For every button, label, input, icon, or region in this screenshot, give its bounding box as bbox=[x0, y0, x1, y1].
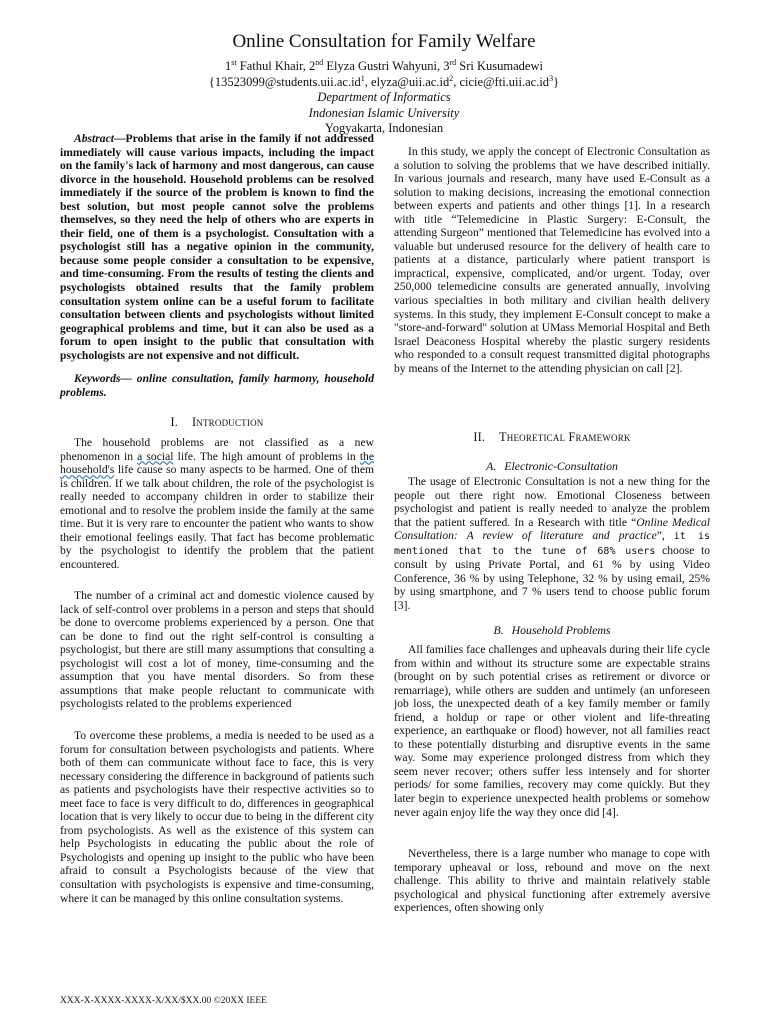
household-problems-paragraph-1: All families face challenges and upheavals during their life cycle from within and without its structure some are expectable strains (brought on by such potential crises as retirement or divorce or remarriage), while others are sudden and untimely (an unforeseen job loss, the unexpected death of a key family member or family friend, a holdup or rape or other violent and life-threating experience, an earthquake or flood) however, not all families react to these potentially disturbing and disruptive events in the same way. Some may experience prolonged distress from which they seem never recover; others suffer less intensely and for shorter periods/ for some families, recovery may come quickly. But they later begin to experience unexpected health problems or somehow never again enjoy life the way they once did [4]. bbox=[394, 643, 710, 819]
subsection-heading-household-problems: B. Household Problems bbox=[493, 623, 611, 637]
copyright-footer: XXX-X-XXXX-XXXX-X/XX/$XX.00 ©20XX IEEE bbox=[60, 996, 267, 1006]
section-heading-theoretical-framework: II. Theoretical Framework bbox=[473, 430, 631, 444]
author-emails: {$13523099@students.uii.ac.id^1$, $elyza@uii.ac.id^2$, $cicie@fti.uii.ac.id^3$} bbox=[208, 73, 560, 89]
author-department: Department of Informatics bbox=[317, 90, 451, 105]
intro-paragraph-2: The number of a criminal act and domestic violence caused by lack of self-control over problems in a person and steps that should be done to overcome problems experienced by a person. One that can be done to find out the right self-control is consulting a psychologist, but there are still many assumptions that consulting a psychologist will cost a lot of money, time-consuming and the assumption that you have mental disorders. So from these assumptions that make people reluctant to communicate with psychologists related to the problems experienced bbox=[60, 589, 374, 711]
electronic-consultation-paragraph: The usage of Electronic Consultation is not a new thing for the people out there right now. Emotional Closeness between psychologist and patient is really needed to analyze the problem that the patient suffered. In a Research with title “Online Medical Consultation: A review of literature and practice”, it is mentioned that to the tune of 68% users choose to consult by using Private Portal, and 61 % by using Video Conference, 36 % by using Telephone, 32 % by using email, 25% by using smartphone, and 7 % users tend to choose public forum [3]. bbox=[394, 475, 710, 612]
intro-paragraph-3: To overcome these problems, a media is needed to be used as a forum for consultation between psychologists and patients. Where both of them can communicate without face to face, this is very necessary considering the difference in background of patients such as patients and psychologists have their respective activities so to meet face to face is very difficult to do, differences in geographical location that is very likely to occur due to being in the different city from psychologists. As well as the existence of this system can help Psychologists in educating the public about the role of Psychologists and opening up insight to the public who have been afraid to consult a Psychologists because of the view that consultation with psychologists is expensive and time-consuming, where it can be managed by this online consultation systems. bbox=[60, 729, 374, 905]
electronic-consultation-intro: In this study, we apply the concept of Electronic Consultation as a solution to solving the problems that we have described initially. In various journals and research, many have used E-Consult as a solution to making decisions, increasing the emotional connection between experts and patients and other things [1]. In a research with title “Telemedicine in Plastic Surgery: E-Consult, the attending Surgeon” mentioned that Telemedicine has evolved into a valuable but underused resource for the delivery of health care to patients at a distance, particularly where patient transport is impractical, expensive, complicated, and/or urgent. Today, over 250,000 telemedicine consults are generated annually, involving various specialties in both military and civilian health delivery systems. In this study, they implement E-Consult concept to make a "store-and-forward" solution at UMass Memorial Hospital and Beth Israel Deaconess Hospital whereby the plastic surgery residents who responded to a consult request transmitted digital photographs by means of the Internet to the attending physician on call [2]. bbox=[394, 145, 710, 375]
section-heading-introduction: I. Introduction bbox=[170, 415, 264, 429]
author-block bbox=[0, 59, 768, 137]
author-city: Yogyakarta, Indonesian bbox=[324, 121, 444, 136]
subsection-heading-electronic-consultation: A. Electronic-Consultation bbox=[486, 459, 618, 473]
household-problems-paragraph-2: Nevertheless, there is a large number who manage to cope with temporary upheaval or loss, rebound and move on the next challenge. This ability to thrive and maintain relatively stable psychological and physical functioning after extremely aversive experiences, often showing only bbox=[394, 847, 710, 915]
author-university: Indonesian Islamic University bbox=[308, 105, 460, 120]
keywords: Keywords— online consultation, family harmony, household problems. bbox=[60, 372, 374, 399]
abstract: Abstract—Problems that arise in the family if not addressed immediately will cause various impacts, including the impact on the family's lack of harmony and most dangerous, can cause divorce in the household. Household problems can be resolved immediately if the source of the problem is known to find the best solution, but most people cannot solve the problems themselves, so they need the help of others who are experts in their field, one of them is a psychologist. Consultation with a psychologist still has a negative opinion in the community, because some people consider a consultation to be expensive, and time-consuming. From the results of testing the clients and psychologists obtained results that the family problem consultation system online can be a useful forum to facilitate consultation between clients and psychologists without limited geographical problems and time, but it can also be used as a forum to open insight to the public that consultation with psychologists are not expensive and not difficult. bbox=[60, 132, 374, 362]
intro-paragraph-1: The household problems are not classified as a new phenomenon in a social life. The high amount of problems in the household's life cause so many aspects to be harmed. One of them is children. If we talk about children, the role of the psychologist is really needed to accompany children in order to stabilize their emotional and to resolve the problem inside the family at the same time. But it is very rare to encounter the patient who wants to show their emotional feelings easily. That fact has become problematic by the psychologist to identify the problem that the patient encountered. bbox=[60, 436, 374, 571]
paper-title: Online Consultation for Family Welfare bbox=[232, 31, 536, 52]
author-names: 1st Fathul Khair, 2nd Elyza Gustri Wahyuni, 3rd Sri Kusumadewi bbox=[225, 57, 543, 73]
